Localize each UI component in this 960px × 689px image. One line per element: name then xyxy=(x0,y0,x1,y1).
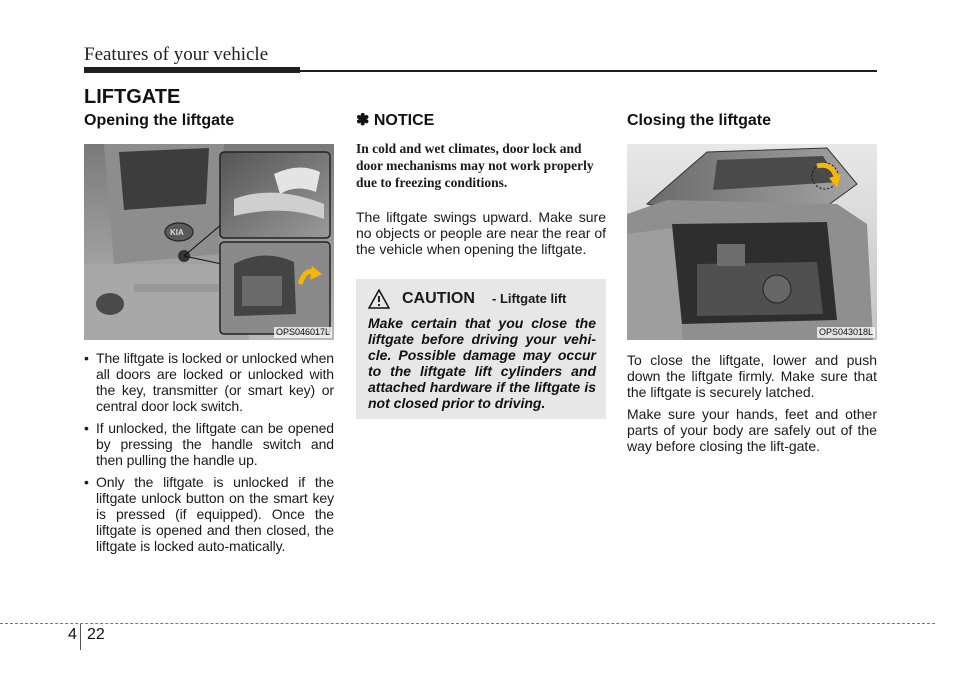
opening-figure-code: OPS046017L xyxy=(275,327,330,337)
closing-column xyxy=(627,110,877,454)
header-rule-thick xyxy=(84,67,300,73)
header-rule-thin xyxy=(300,70,877,72)
opening-bullet-2: • If unlocked, the liftgate can be opened by pressing the handle switch and then pulling the handle up. xyxy=(84,420,334,468)
closing-figure-code: OPS043018L xyxy=(818,327,873,337)
notice-column xyxy=(356,110,606,419)
warning-triangle-icon xyxy=(368,289,390,309)
svg-text:KIA: KIA xyxy=(170,228,184,237)
caution-text: Make certain that you close the liftgate before driving your vehi-cle. Possible damage may occur to the liftgate lift cylinders and attached hardware if the liftgate is not closed prior to driving. xyxy=(368,315,596,411)
running-header: Features of your vehicle xyxy=(84,44,269,65)
liftgate-opening-illustration xyxy=(84,144,334,340)
caution-label: CAUTION xyxy=(402,290,475,307)
liftgate-closing-illustration xyxy=(627,144,877,340)
notice-heading: ✽ NOTICE xyxy=(356,112,435,129)
caution-subtitle: - Liftgate lift xyxy=(492,291,567,306)
closing-heading: Closing the liftgate xyxy=(627,112,771,129)
notice-paragraph: The liftgate swings upward. Make sure no objects or people are near the rear of the vehicle when opening the liftgate. xyxy=(356,209,606,257)
closing-figure xyxy=(627,144,877,340)
opening-bullet-3: • Only the liftgate is unlocked if the liftgate unlock button on the smart key is pressed (if equipped). Once the liftgate is opened and then closed, the liftgate is locked auto-matically. xyxy=(84,474,334,554)
caution-box xyxy=(356,279,606,419)
chapter-number: 4 xyxy=(68,626,77,643)
footer-rule xyxy=(0,623,935,624)
notice-emphasis: In cold and wet climates, door lock and door mechanisms may not work properly due to freezing conditions. xyxy=(356,141,594,190)
section-title: LIFTGATE xyxy=(84,86,181,108)
closing-paragraph-1: To close the liftgate, lower and push down the liftgate firmly. Make sure that the liftgate is securely latched. xyxy=(627,352,877,400)
opening-heading: Opening the liftgate xyxy=(84,112,235,129)
closing-paragraph-2: Make sure your hands, feet and other parts of your body are safely out of the way before closing the lift-gate. xyxy=(627,406,877,454)
page-number: 22 xyxy=(87,626,105,643)
opening-column xyxy=(84,110,334,560)
opening-figure xyxy=(84,144,334,340)
page-number-divider xyxy=(80,624,81,650)
opening-bullet-1: • The liftgate is locked or unlocked when all doors are locked or unlocked with the key, transmitter (or smart key) or central door lock switch. xyxy=(84,350,334,414)
opening-bullets xyxy=(84,350,334,554)
